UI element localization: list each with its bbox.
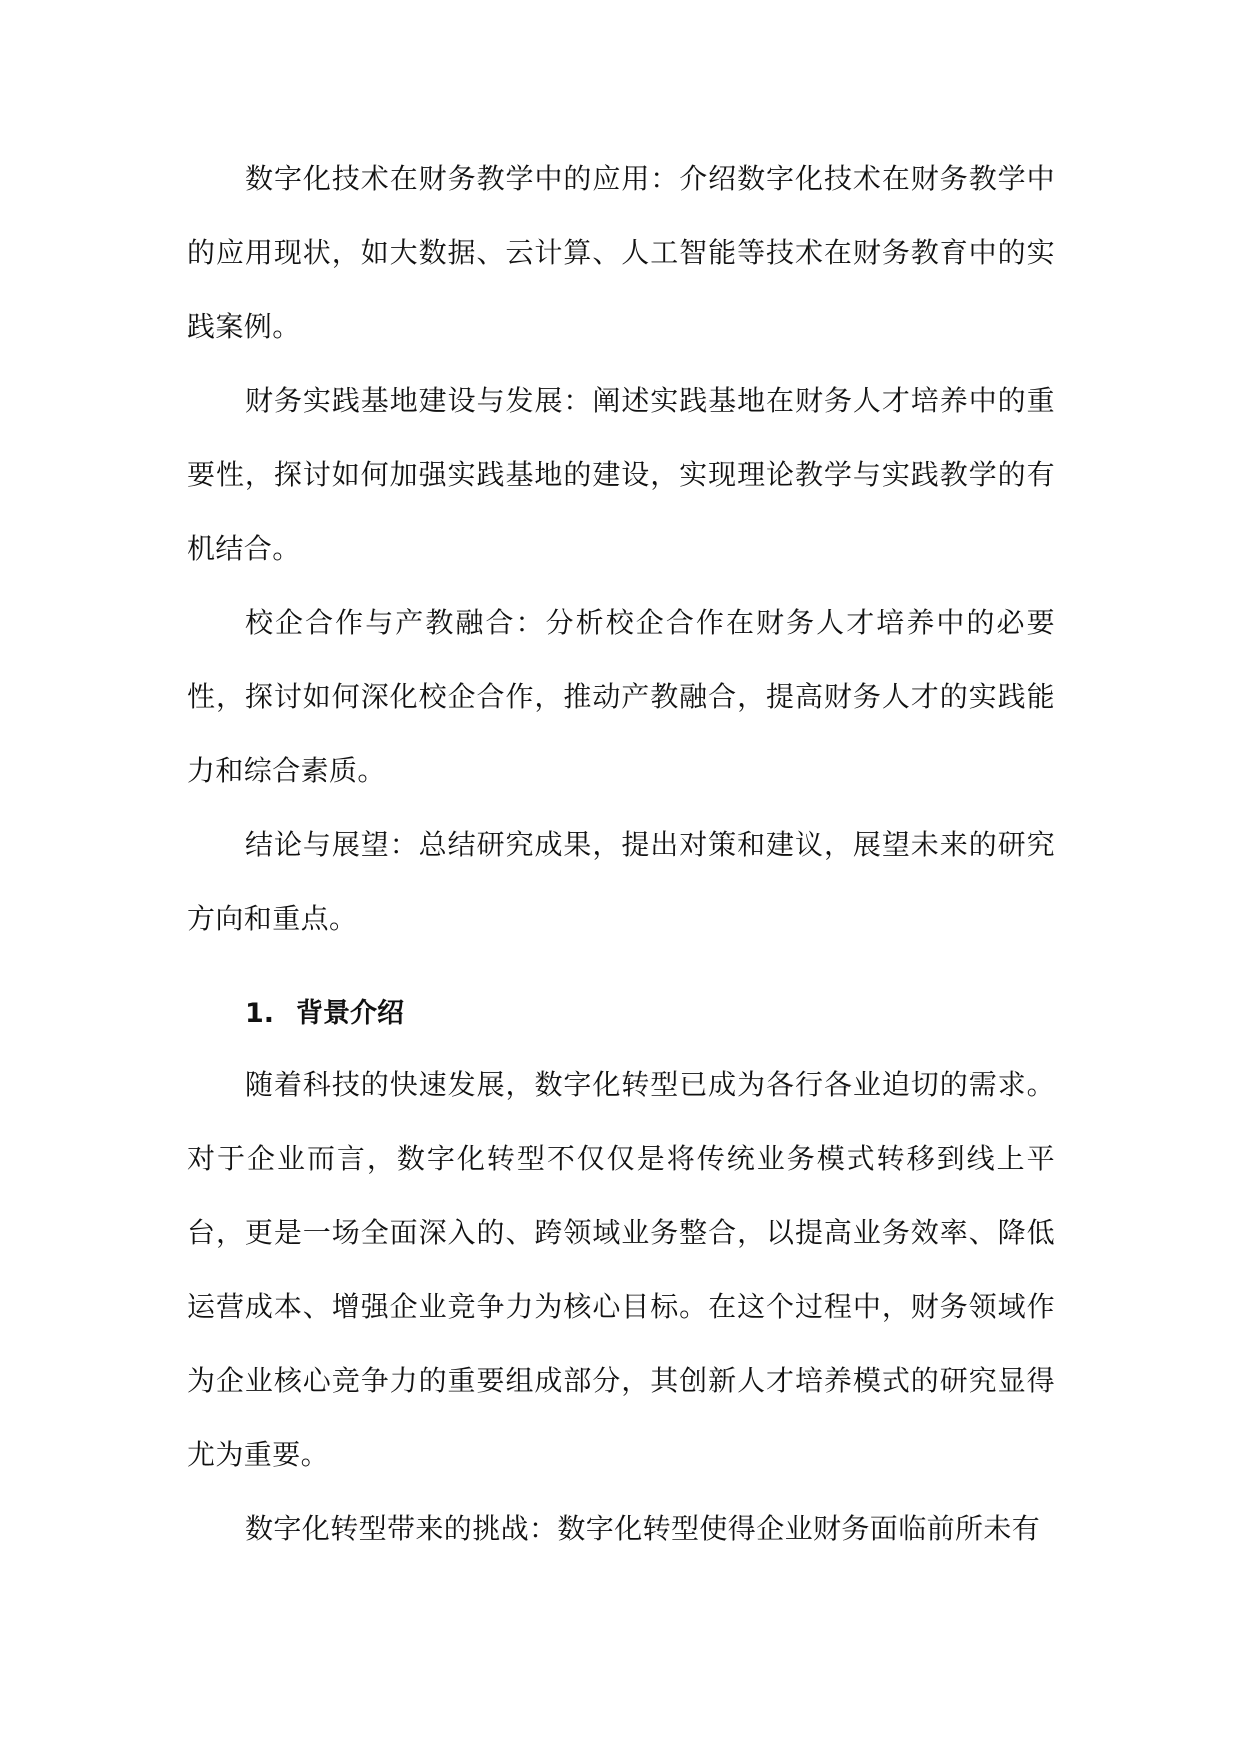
section-title: 背景介绍 bbox=[296, 998, 405, 1029]
paragraph-practice-base: 财务实践基地建设与发展：阐述实践基地在财务人才培养中的重要性，探讨如何加强实践基地的建设，实现理论教学与实践教学的有机结合。 bbox=[187, 384, 1055, 565]
section-number: 1. bbox=[245, 998, 275, 1029]
document-body bbox=[187, 142, 1055, 1566]
section-heading bbox=[187, 980, 1055, 1048]
paragraph-background: 随着科技的快速发展，数字化转型已成为各行各业迫切的需求。对于企业而言，数字化转型不仅仅是将传统业务模式转移到线上平台，更是一场全面深入的、跨领域业务整合，以提高业务效率、降低运营成本、增强企业竞争力为核心目标。在这个过程中，财务领域作为企业核心竞争力的重要组成部分，其创新人才培养模式的研究显得尤为重要。 bbox=[187, 1068, 1055, 1471]
paragraph-conclusion: 结论与展望：总结研究成果，提出对策和建议，展望未来的研究方向和重点。 bbox=[187, 828, 1055, 935]
paragraph-school-enterprise: 校企合作与产教融合：分析校企合作在财务人才培养中的必要性，探讨如何深化校企合作，推动产教融合，提高财务人才的实践能力和综合素质。 bbox=[187, 606, 1055, 787]
paragraph-challenges: 数字化转型带来的挑战：数字化转型使得企业财务面临前所未有 bbox=[245, 1512, 1041, 1545]
paragraph-digital-tech-application: 数字化技术在财务教学中的应用：介绍数字化技术在财务教学中的应用现状，如大数据、云计算、人工智能等技术在财务教育中的实践案例。 bbox=[187, 162, 1055, 343]
